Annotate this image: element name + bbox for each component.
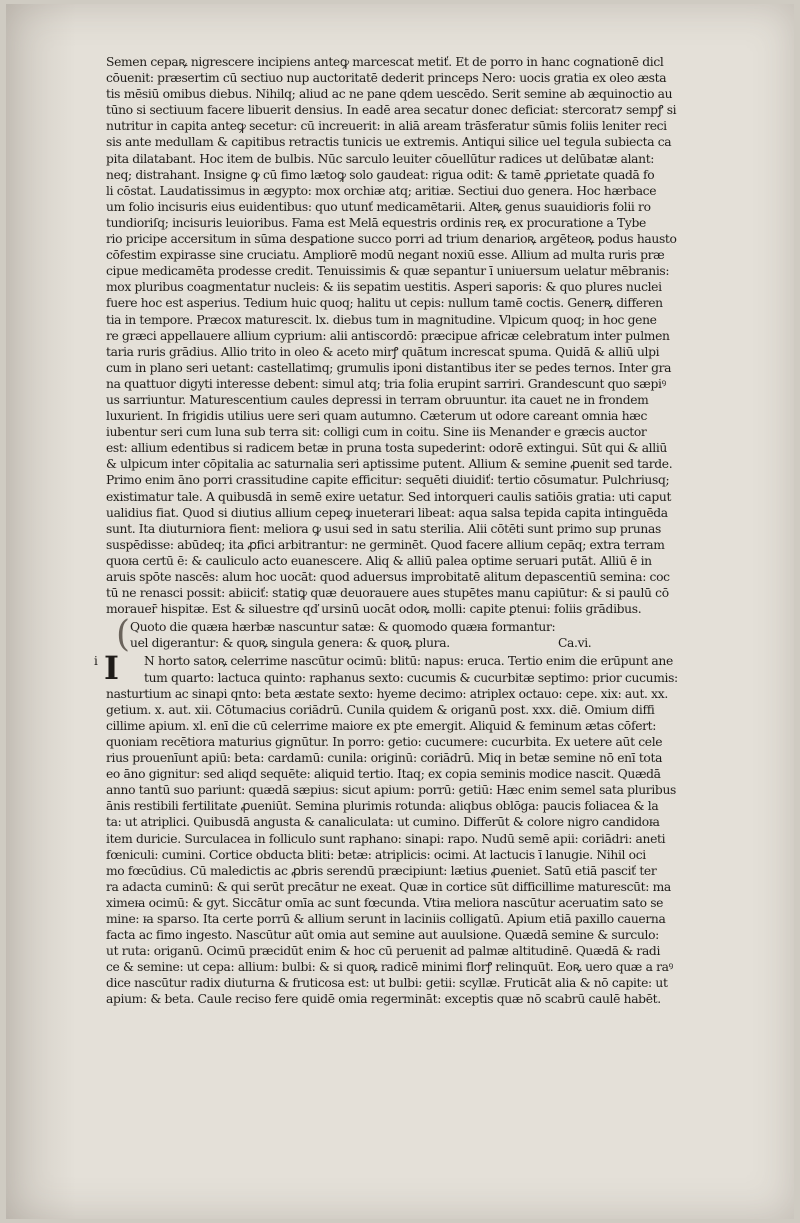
- text-line: ta: ut atriplici. Quibusdā angusta & canaliculata: ut cumino. Differūt & colore nigro candidoꙗ: [106, 815, 660, 830]
- text-line: aruis spōte nascēs: alum hoc uocāt: quod aduersus improbitatē alitum depascentiū semina: coc: [106, 570, 670, 584]
- text-line: luxurient. In frigidis utilius uere seri quam autumno. Cæterum ut odore careant omnia hæc: [106, 409, 648, 424]
- chapter-heading: [106, 614, 674, 656]
- paragraph-horti: [94, 649, 678, 1023]
- text-line: pita dilatabant. Hoc item de bulbis. Nūc sarculo leuiter cōuellūtur radices ut delūbatæ alant:: [106, 151, 655, 166]
- text-line: cōfestim expirasse sine cruciatu. Ampliorē modū negant noxiū esse. Allium ad multa ruris præ: [106, 248, 665, 263]
- book-page: [6, 4, 794, 1219]
- text-line: neq; distrahant. Insigne ꝙ cū fimo lætoꝙ solo gaudeat: rigua odit: & tamē ꝓprietate quadā fo: [106, 167, 655, 182]
- text-line: cipue medicamēta prodesse credit. Tenuissimis & quæ sepantur ī uniuersum uelatur mēbranis:: [106, 264, 670, 279]
- text-line: cum in plano seri uetant: castellatimq; grumulis iponi distantibus iter se pedes ternos. Inter gra: [106, 360, 672, 375]
- chapter-heading-line: uel digerantur: & quoꝶ singula genera: & quoꝶ plura.: [130, 636, 450, 651]
- page-text: [94, 54, 678, 1024]
- drop-initial: I: [104, 649, 119, 688]
- text-line: quoniam recētiora maturius gignūtur. In porro: getio: cucumere: cucurbita. Ex uetere aūt cele: [106, 734, 663, 749]
- text-line: taria ruris grādius. Allio trito in oleo & aceto mirꝭ quātum increscat spuma. Quidā & alliū ulpi: [106, 344, 660, 359]
- text-line: mox pluribus coagmentatur nucleis: & iis sepatim uestitis. Asperi saporis: & quo plures nuclei: [106, 280, 662, 295]
- text-line: Primo enim āno porri crassitudine capite efficitur: sequēti diuidiť: tertio cōsumatur. Pulchriusq;: [106, 473, 670, 488]
- text-line: tum quarto: lactuca quinto: raphanus sexto: cucumis & cucurbitæ septimo: prior cucumis:: [144, 670, 678, 685]
- text-line: rius prouenīunt apiū: beta: cardamū: cunila: originū: coriādrū. Miq in betæ semine nō enī tota: [106, 751, 663, 766]
- text-line: est: allium edentibus si radicem betæ in pruna tosta supederint: odorē extingui. Sūt qui & alliū: [106, 441, 667, 456]
- text-line: na quattuor digyti interesse debent: simul atq; tria folia erupint sarriri. Grandescunt quo sæpiꝰ: [106, 376, 666, 391]
- text-line: rio pricipe accersitum in sūma desꝑatione succo porri ad trium denarioꝶ argēteoꝶ podus hausto: [106, 232, 677, 247]
- text-line: cillime apium. xl. enī die cū celerrime maiore ex pte emergit. Aliquid & feminum ætas cōfert:: [106, 718, 657, 733]
- text-line: ra adacta cuminū: & qui serūt precātur ne exeat. Quæ in cortice sūt difficillime maturescūt: ma: [106, 879, 671, 894]
- paragraph-allium: [106, 54, 677, 617]
- text-line: re græci appellauere allium cyprium: alii antiscordō: præcipue africæ celebratum inter pulmen: [106, 328, 670, 343]
- text-line: tū ne renasci possit: abiiciť: statiꝙ quæ deuorauere aues stupētes manu capiūtur: & si paulū cō: [106, 586, 669, 601]
- text-line: Semen cepaꝶ nigrescere incipiens anteꝙ marcescat metiť. Et de porro in hanc cognationē dicl: [106, 55, 664, 69]
- text-line: mine: ꙗ sparso. Ita certe porrū & allium serunt in laciniis colligatū. Apium etiā paxillo cauerna: [106, 911, 666, 926]
- text-line: ānis restibili fertilitate ꝓueniūt. Semina plurimis rotunda: aliqbus oblōga: paucis foliacea & la: [106, 799, 659, 814]
- guide-letter: i: [94, 654, 98, 669]
- text-line: tis mēsiū omibus diebus. Nihilq; aliud ac ne pane qdem uescēdo. Serit semine ab æquinoctio au: [106, 87, 673, 102]
- text-line: N horto satoꝶ celerrime nascūtur ocimū: blitū: napus: eruca. Tertio enim die erūpunt ane: [144, 654, 673, 669]
- text-line: fœniculi: cumini. Cortice obducta bliti: betæ: atriplicis: ocimi. At lactucis ī lanugie. Nihil oci: [106, 847, 646, 862]
- text-line: tundioriſq; incisuris leuioribus. Fama est Melā equestris ordinis reꝶ ex procuratione a Tybe: [106, 215, 646, 230]
- text-line: nutritur in capita anteꝙ secetur: cū increuerit: in aliā aream trāsferatur sūmis foliis leniter reci: [106, 119, 667, 134]
- text-line: eo āno gignitur: sed aliqd sequēte: aliquid tertio. Itaq; ex copia seminis modice nascit. Quædā: [106, 767, 661, 782]
- text-line: tūno si sectiuum facere libuerit densius. In eadē area secatur donec deficiat: stercorat⁊ sempꝭ si: [106, 103, 677, 118]
- text-line: nasturtium ac sinapi qnto: beta æstate sexto: hyeme decimo: atriplex octauo: cepe. xix: aut. xx.: [106, 686, 668, 701]
- text-line: us sarriuntur. Maturescentium caules depressi in terram obruuntur. ita cauet ne in frondem: [106, 392, 649, 407]
- text-line: facta ac fimo ingesto. Nascūtur aūt omia aut semine aut auulsione. Quædā semine & surculo:: [106, 928, 659, 943]
- text-line: existimatur tale. A quibusdā in semē exire uetatur. Sed intorqueri caulis satiōis gratia: uti caput: [106, 489, 672, 504]
- text-line: sis ante medullam & capitibus retractis tunicis ue extremis. Antiqui silice uel tegula subiecta ca: [106, 135, 672, 150]
- text-line: ximeꙗ ocimū: & gyt. Siccātur omīa ac sunt fœcunda. Vtiꙗ meliora nascūtur aceruatim sato se: [106, 895, 664, 910]
- text-line: suspēdisse: abūdeq; ita ꝓfici arbitrantur: ne germinēt. Quod facere allium cepāq; extra terram: [106, 537, 665, 552]
- text-line: mo fœcūdius. Cū maledictis ac ꝓbris serendū præcipiunt: lætius ꝓueniet. Satū etiā pasciť ter: [106, 863, 657, 878]
- text-line: um folio incisuris eius euidentibus: quo utunť medicamētarii. Alteꝶ genus suauidioris folii ro: [106, 199, 651, 214]
- text-line: quoꙗ certū ē: & cauliculo acto euanescere. Aliq & alliū palea optime seruari putāt. Alliū ē in: [106, 553, 652, 568]
- chapter-number: Ca.vi.: [558, 636, 592, 651]
- text-line: fuere hoc est asperius. Tedium huic quoq; halitu ut cepis: nullum tamē coctis. Generꝶ differen: [106, 296, 663, 311]
- text-line: apium: & beta. Caule reciso fere quidē omia regermināt: exceptis quæ nō scabrū caulē habēt.: [106, 992, 661, 1007]
- text-line: sunt. Ita diuturniora fient: meliora ꝙ usui sed in satu sterilia. Alii cōtēti sunt primo sup prunas: [106, 521, 661, 536]
- text-line: tia in tempore. Præcox maturescit. lx. diebus tum in magnitudine. Vlpicum quoq; in hoc gene: [106, 312, 657, 327]
- text-line: morauer̄ hispitæ. Est & siluestre qď ursinū uocāt odoꝶ molli: capite ꝑtenui: foliis grādibus.: [106, 602, 642, 617]
- text-line: ualidius fiat. Quod si diutius allium cepeꝙ inueterari libeat: aqua salsa tepida capita intinguēda: [106, 505, 668, 520]
- text-line: dice nascūtur radix diuturna & fruticosa est: ut bulbi: getii: scyllæ. Fruticāt alia & nō capite: ut: [106, 976, 668, 991]
- text-line: li cōstat. Laudatissimus in ægypto: mox orchiæ atq; aritiæ. Sectiui duo genera. Hoc hærbace: [106, 183, 657, 198]
- text-line: anno tantū suo pariunt: quædā sæpius: sicut apium: porrū: getiū: Hæc enim semel sata pluribus: [106, 783, 676, 798]
- text-line: item duricie. Surculacea in folliculo sunt raphano: sinapi: rapo. Nudū semē apii: coriādri: aneti: [106, 831, 666, 846]
- text-line: ce & semine: ut cepa: allium: bulbi: & si quoꝶ radicē minimi florꝭ relinquūt. Eoꝶ uero quæ a raꝰ: [106, 960, 673, 975]
- paragraph-mark-icon: (: [116, 614, 130, 656]
- text-line: cōuenit: præsertim cū sectiuo nup auctoritatē dederit princeps Nero: uocis gratia ex oleo æsta: [106, 71, 667, 86]
- text-line: & ulpicum inter cōpitalia ac saturnalia seri aptissime putent. Allium & semine ꝓuenit sed tarde.: [106, 457, 673, 472]
- text-line: ut ruta: origanū. Ocimū præcidūt enim & hoc cū peruenit ad palmæ altitudinē. Quædā & radi: [106, 944, 661, 959]
- chapter-heading-line: Quoto die quæꙗ hærbæ nascuntur satæ: & quomodo quæꙗ formantur:: [130, 620, 556, 635]
- text-line: [106, 1008, 674, 1024]
- text-line: getium. x. aut. xii. Cōtumacius coriādrū. Cunila quidem & origanū post. xxx. diē. Omium diffi: [106, 702, 655, 717]
- text-line: iubentur seri cum luna sub terra sit: colligi cum in coitu. Sine iis Menander e græcis auctor: [106, 425, 647, 440]
